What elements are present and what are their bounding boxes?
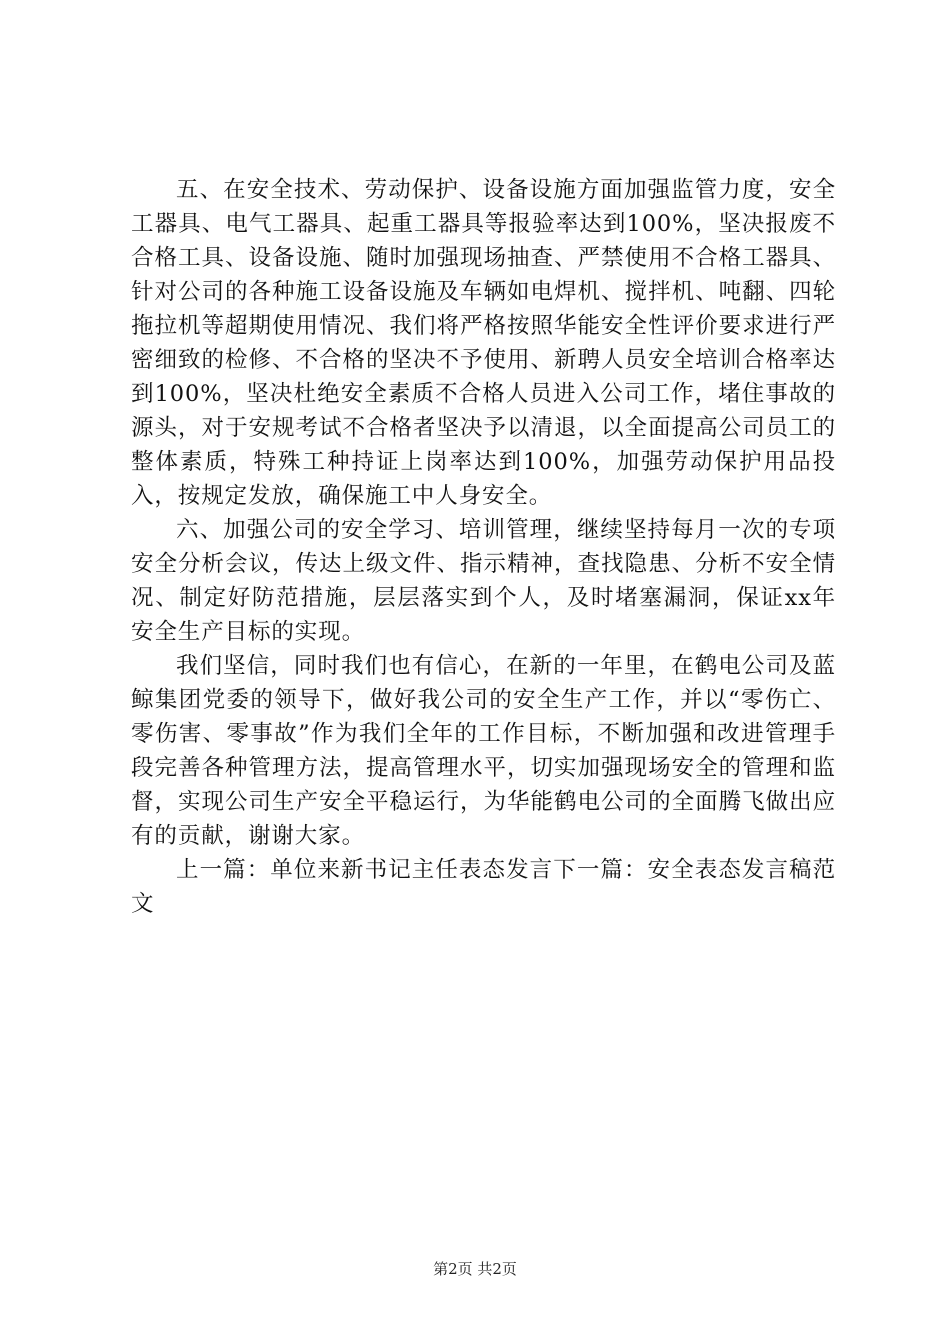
paragraph-section-five: 五、在安全技术、劳动保护、设备设施方面加强监管力度，安全工器具、电气工器具、起重工器具等报验率达到100%，坚决报废不合格工具、设备设施、随时加强现场抽查、严禁使用不合格工器具、针对公司的各种施工设备设施及车辆如电焊机、搅拌机、吨翻、四轮拖拉机等超期使用情况、我们将严格按照华能安全性评价要求进行严密细致的检修、不合格的坚决不予使用、新聘人员安全培训合格率达到100%，坚决杜绝安全素质不合格人员进入公司工作，堵住事故的源头，对于安规考试不合格者坚决予以清退，以全面提高公司员工的整体素质，特殊工种持证上岗率达到100%，加强劳动保护用品投入，按规定发放，确保施工中人身安全。	[131, 177, 836, 509]
paragraph-navigation: 上一篇：单位来新书记主任表态发言下一篇：安全表态发言稿范文	[131, 857, 836, 917]
document-body	[131, 173, 836, 921]
paragraph-closing: 我们坚信，同时我们也有信心，在新的一年里，在鹤电公司及蓝鲸集团党委的领导下，做好我公司的安全生产工作，并以“零伤亡、零伤害、零事故”作为我们全年的工作目标，不断加强和改进管理手段完善各种管理方法，提高管理水平，切实加强现场安全的管理和监督，实现公司生产安全平稳运行，为华能鹤电公司的全面腾飞做出应有的贡献，谢谢大家。	[131, 653, 836, 849]
paragraph-section-six: 六、加强公司的安全学习、培训管理，继续坚持每月一次的专项安全分析会议，传达上级文件、指示精神，查找隐患、分析不安全情况、制定好防范措施，层层落实到个人，及时堵塞漏洞，保证xx年安全生产目标的实现。	[131, 517, 836, 645]
page-footer: 第2页 共2页	[433, 1260, 517, 1278]
